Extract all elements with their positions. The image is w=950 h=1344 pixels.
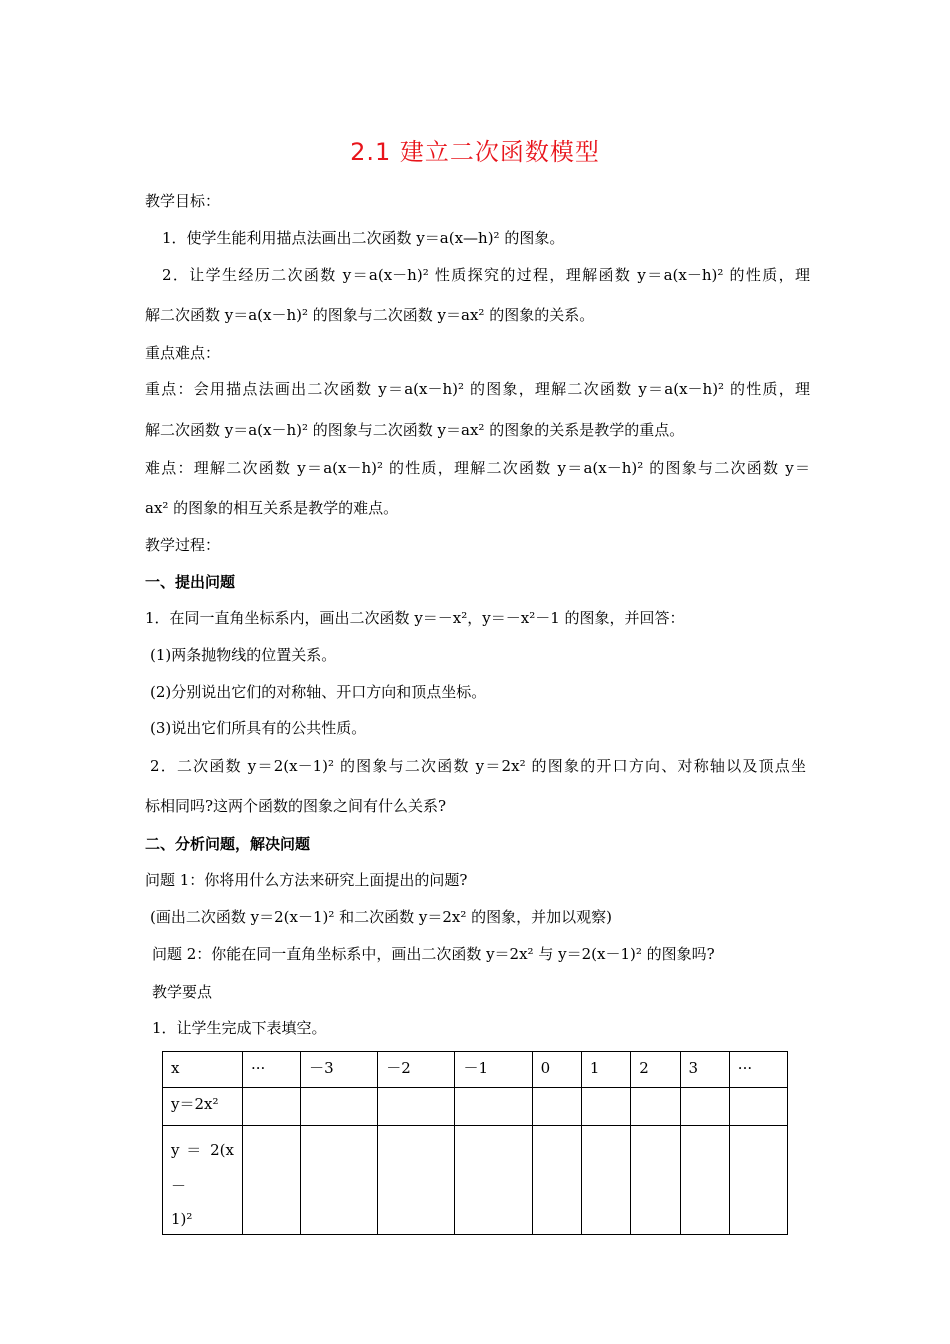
table-cell: 2 [631,1052,680,1088]
blank-cell[interactable] [532,1088,581,1126]
blank-cell[interactable] [581,1126,630,1235]
table-header-row [163,1052,788,1088]
blank-cell[interactable] [680,1126,729,1235]
page-title: 2.1 建立二次函数模型 [350,138,600,166]
goal-2-line-1: 2．让学生经历二次函数 y＝a(x－h)² 性质探究的过程，理解函数 y＝a(x－h)² 的性质，理 [162,266,810,284]
blank-cell[interactable] [455,1126,532,1235]
table-cell: 3 [680,1052,729,1088]
question-1c: (3)说出它们所具有的公共性质。 [150,719,367,737]
task-1: 1．让学生完成下表填空。 [152,1019,327,1037]
blank-cell[interactable] [301,1126,378,1235]
blank-cell[interactable] [729,1088,787,1126]
table-cell: －2 [378,1052,455,1088]
blank-cell[interactable] [243,1088,301,1126]
key-point-line-1: 重点：会用描点法画出二次函数 y＝a(x－h)² 的图象，理解二次函数 y＝a(x－h)² 的性质，理 [145,380,810,398]
blank-cell[interactable] [301,1088,378,1126]
blank-cell[interactable] [532,1126,581,1235]
table-cell: 1 [581,1052,630,1088]
teaching-points: 教学要点 [152,983,213,1001]
row-label [163,1126,243,1235]
blank-cell[interactable] [680,1088,729,1126]
table-row [163,1126,788,1235]
goals-heading: 教学目标： [145,192,221,210]
blank-cell[interactable] [455,1088,532,1126]
question-1: 1．在同一直角坐标系内，画出二次函数 y＝－x²，y＝－x²－1 的图象，并回答： [145,609,685,627]
row-label: y＝2x² [163,1088,243,1126]
goal-2-line-2: 解二次函数 y＝a(x－h)² 的图象与二次函数 y＝ax² 的图象的关系。 [145,306,595,324]
key-point-line-2: 解二次函数 y＝a(x－h)² 的图象与二次函数 y＝ax² 的图象的关系是教学的重点。 [145,421,685,439]
blank-cell[interactable] [729,1126,787,1235]
section-2-heading: 二、分析问题，解决问题 [145,835,311,853]
process-heading: 教学过程： [145,536,221,554]
table-cell: x [163,1052,243,1088]
blank-cell[interactable] [378,1088,455,1126]
section-1-heading: 一、提出问题 [145,573,236,591]
table-cell: ··· [243,1052,301,1088]
blank-cell[interactable] [631,1088,680,1126]
difficulty-line-2: ax² 的图象的相互关系是教学的难点。 [145,499,399,517]
difficulty-line-1: 难点：理解二次函数 y＝a(x－h)² 的性质，理解二次函数 y＝a(x－h)² 的图象与二次函数 y＝ [145,459,810,477]
problem-1: 问题 1：你将用什么方法来研究上面提出的问题? [145,871,468,889]
table-cell: ··· [729,1052,787,1088]
blank-cell[interactable] [378,1126,455,1235]
fill-in-table [162,1051,788,1235]
table-cell: －3 [301,1052,378,1088]
table-cell: 0 [532,1052,581,1088]
goal-1: 1．使学生能利用描点法画出二次函数 y＝a(x—h)² 的图象。 [162,229,565,247]
blank-cell[interactable] [581,1088,630,1126]
row-label-part-2: 1)² [171,1210,193,1228]
table-row [163,1088,788,1126]
blank-cell[interactable] [243,1126,301,1235]
blank-cell[interactable] [631,1126,680,1235]
question-2-line-1: 2．二次函数 y＝2(x－1)² 的图象与二次函数 y＝2x² 的图象的开口方向、对称轴以及顶点坐 [150,757,806,775]
row-label-part-1: y ＝ 2(x － [171,1141,234,1195]
problem-1-answer: (画出二次函数 y＝2(x－1)² 和二次函数 y＝2x² 的图象，并加以观察) [150,908,613,926]
table-cell: －1 [455,1052,532,1088]
key-heading: 重点难点： [145,344,221,362]
question-1a: (1)两条抛物线的位置关系。 [150,646,337,664]
problem-2: 问题 2：你能在同一直角坐标系中，画出二次函数 y＝2x² 与 y＝2(x－1)² 的图象吗? [152,945,715,963]
question-1b: (2)分别说出它们的对称轴、开口方向和顶点坐标。 [150,683,487,701]
question-2-line-2: 标相同吗?这两个函数的图象之间有什么关系? [145,797,447,815]
